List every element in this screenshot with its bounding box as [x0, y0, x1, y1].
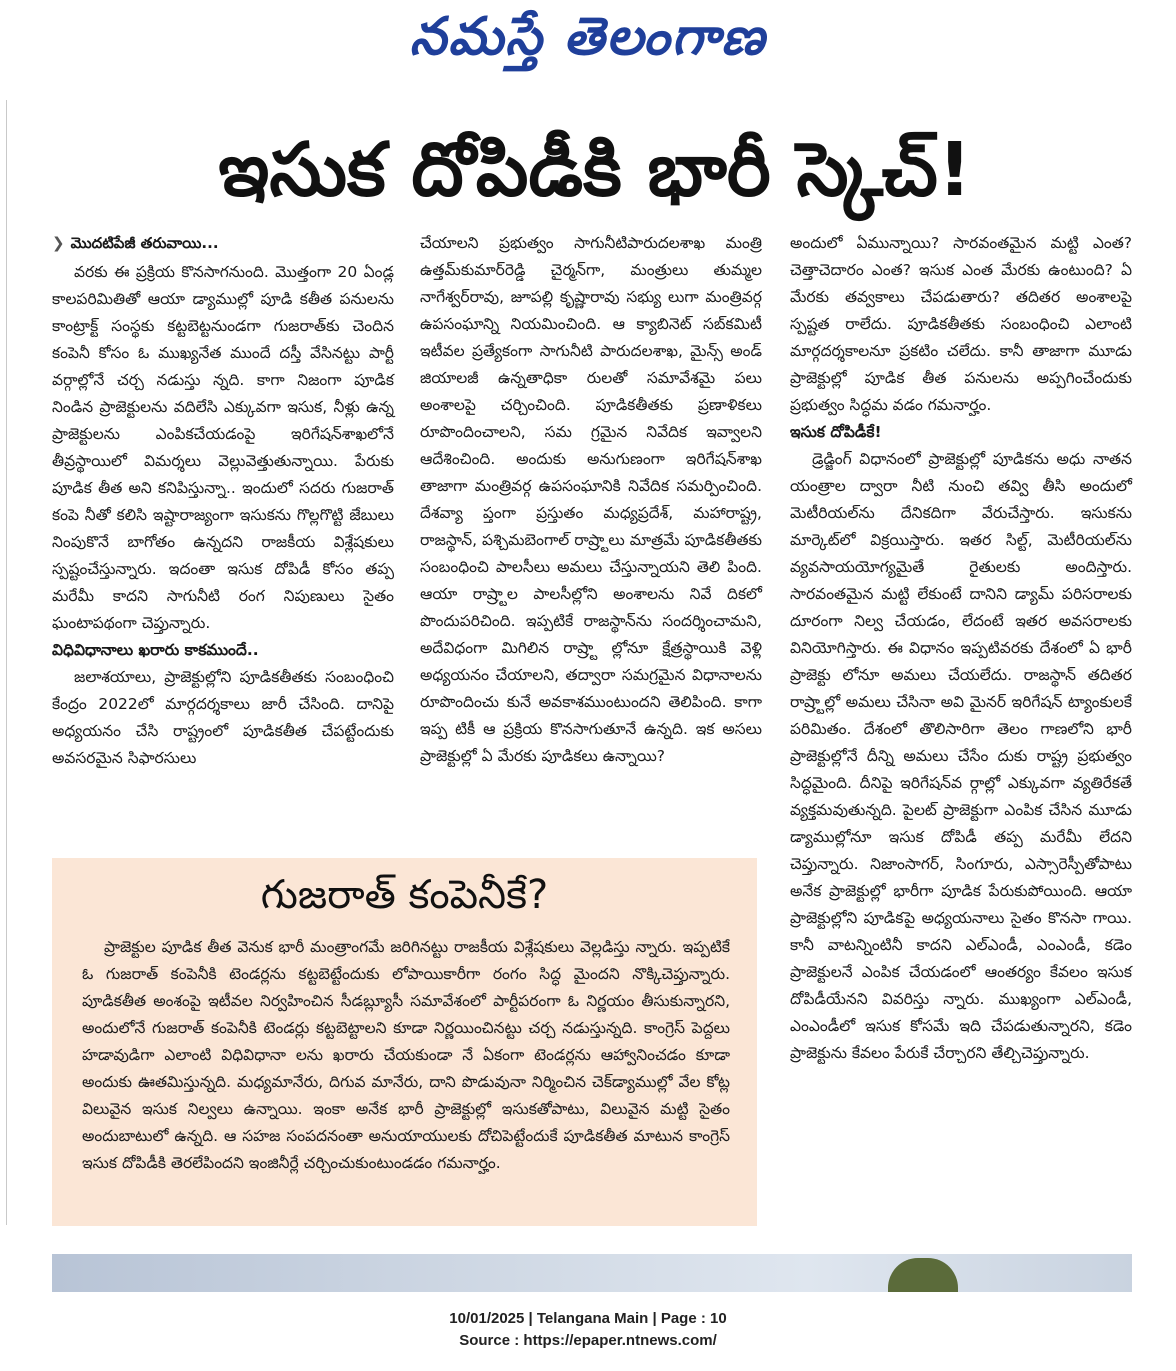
subheading: ఇసుక దోపిడీకే! [790, 423, 882, 441]
paragraph: జలాశయాలు, ప్రాజెక్టుల్లోని పూడికతీతకు సంబంధించి కేంద్రం 2022లో మార్గదర్శకాలు జారీ చేసింది. దానిపై అధ్యయనం చేసి రాష్ట్రంలో పూడికతీత చేపట్టేందుకు అవసరమైన సిఫారసులు [52, 668, 394, 767]
headline: ఇసుక దోపిడీకి భారీ స్కెచ్! [218, 127, 972, 213]
box-body [82, 934, 730, 1177]
box-title: గుజరాత్ కంపెనీకే? [260, 872, 549, 918]
continued-text: మొదటిపేజీ తరువాయి... [70, 234, 219, 252]
article-column-3 [790, 230, 1132, 1067]
newspaper-logo: నమస్తే తెలంగాణ [409, 6, 767, 67]
masthead [0, 0, 1176, 80]
footer-source-line: Source : https://epaper.ntnews.com/ [459, 1332, 717, 1349]
left-divider [6, 100, 7, 1225]
paragraph: డ్రెడ్జింగ్ విధానంలో ప్రాజెక్టుల్లో పూడికను అధు నాతన యంత్రాల ద్వారా నీటి నుంచి తవ్వి తీసి అందులో మెటీరియల్‌ను దేనికదిగా వేరుచేస్తారు. ఇసుకను మార్కెట్‌లో విక్రయిస్తారు. ఇతర సిల్ట్, మెటీరియల్‌ను వ్యవసాయయోగ్యమైతే రైతులకు అందిస్తారు. సారవంతమైన మట్టి లేకుంటే దానిని డ్యామ్ పరిసరాలకు దూరంగా నిల్వ చేయడం, లేదంటే ఇతర అవసరాలకు వినియోగిస్తారు. ఈ విధానం ఇప్పటివరకు దేశంలో ఏ భారీ ప్రాజెక్టు లోనూ అమలు చేయలేదు. రాజస్థాన్ తదితర రాష్ర్టాల్లో అమలు చేసినా అవి మైనర్ ఇరిగేషన్ ట్యాంకులకే పరిమితం. దేశంలో తొలిసారిగా తెలం గాణలోని భారీ ప్రాజెక్టుల్లోనే దీన్ని అమలు చేసేం దుకు రాష్ట్ర ప్రభుత్వం సిద్ధమైంది. దీనిపై ఇరిగేషన్‌వ ర్గాల్లో ఎక్కువగా వ్యతిరేకతే వ్యక్తమవుతున్నది. పైలట్ ప్రాజెక్టుగా ఎంపిక చేసిన మూడు డ్యాముల్లోనూ ఇసుక దోపిడీ తప్ప మరేమీ లేదని చెప్తున్నారు. నిజాంసాగర్, సింగూరు, ఎస్సారెస్పీతోపాటు అనేక ప్రాజెక్టుల్లో భారీగా పూడిక పేరుకుపోయింది. ఆయా ప్రాజెక్టుల్లోని పూడికపై అధ్యయనాలు సైతం కొనసా గాయి. కానీ వాటన్నింటినీ కాదని ఎల్‌ఎండీ, ఎంఎండీ, కడెం ప్రాజెక్టులనే ఎంపిక చేయడంలో ఆంతర్యం కేవలం ఇసుక దోపిడీయేనని వివరిస్తు న్నారు. ముఖ్యంగా ఎల్‌ఎండీ, ఎంఎండీలో ఇసుక కోసమే ఇది చేపడుతున్నారని, కడెం ప్రాజెక్టును కేవలం పేరుకే చేర్చారని తేల్చిచెప్తున్నారు. [790, 450, 1132, 1062]
paragraph: చేయాలని ప్రభుత్వం సాగునీటిపారుదలశాఖ మంత్రి ఉత్తమ్‌కుమార్‌రెడ్డి చైర్మన్‌గా, మంత్రులు తుమ్మల నాగేశ్వర్‌రావు, జూపల్లి కృష్ణారావు సభ్యు లుగా మంత్రివర్గ ఉపసంఘాన్ని నియమించింది. ఆ క్యాబినెట్ సబ్‌కమిటీ ఇటీవల ప్రత్యేకంగా సాగునీటి పారుదలశాఖ, మైన్స్ అండ్ జియాలజీ ఉన్నతాధికా రులతో సమావేశమై పలు అంశాలపై చర్చించింది. పూడికతీతకు ప్రణాళికలు రూపొందించాలని, సమ గ్రమైన నివేదిక ఇవ్వాలని ఆదేశించింది. అందుకు అనుగుణంగా ఇరిగేషన్‌శాఖ తాజాగా మంత్రివర్గ ఉపసంఘానికి నివేదిక సమర్పించింది. దేశవ్యా ప్తంగా ప్రస్తుతం మధ్యప్రదేశ్, మహారాష్ట్ర, రాజస్థాన్, పశ్చిమబెంగాల్ రాష్ర్టాలు మాత్రమే పూడికతీతకు సంబంధించి పాలసీలు అమలు చేస్తున్నాయని తెలి పింది. ఆయా రాష్ర్టాల పాలసీల్లోని అంశాలను నివే దికలో పొందుపరిచింది. ఇప్పటికే రాజస్థాన్‌ను సందర్శించామని, అదేవిధంగా మిగిలిన రాష్ర్టా ల్లోనూ క్షేత్రస్థాయికి వెళ్లి అధ్యయనం చేయాలని, తద్వారా సమగ్రమైన విధానాలను రూపొందించు కునే అవకాశముంటుందని తెలిపింది. కాగా ఇప్ప టికీ ఆ ప్రక్రియ కొనసాగుతూనే ఉన్నది. ఇక అసలు ప్రాజెక్టుల్లో ఏ మేరకు పూడికలు ఉన్నాయి? [420, 234, 762, 765]
continued-label [52, 230, 394, 257]
footer [0, 1308, 1176, 1352]
paragraph: అందులో ఏమున్నాయి? సారవంతమైన మట్టి ఎంత? చెత్తాచెదారం ఎంత? ఇసుక ఎంత మేరకు ఉంటుంది? ఏ మేరకు తవ్వకాలు చేపడుతారు? తదితర అంశాలపై స్పష్టత రాలేదు. పూడికతీతకు సంబంధించి ఎలాంటి మార్గదర్శకాలనూ ప్రకటిం చలేదు. కానీ తాజాగా మూడు ప్రాజెక్టుల్లో పూడిక తీత పనులను అప్పగించేందుకు ప్రభుత్వం సిద్ధమ వడం గమనార్హం. [790, 234, 1132, 414]
article-column-2 [420, 230, 762, 770]
subheading: విధివిధానాలు ఖరారు కాకముందే.. [52, 641, 259, 659]
photo-strip [52, 1254, 1132, 1292]
paragraph: వరకు ఈ ప్రక్రియ కొనసాగనుంది. మొత్తంగా 20 ఏండ్ల కాలపరిమితితో ఆయా డ్యాముల్లో పూడి కతీత పనులను కాంట్రాక్ట్ సంస్థకు కట్టబెట్టనుండగా గుజరాత్‌కు చెందిన కంపెనీ కోసం ఓ ముఖ్యనేత ముందే దస్తీ వేసినట్టు పార్టీ వర్గాల్లోనే చర్చ నడుస్తు న్నది. కాగా నిజంగా పూడిక నిండిన ప్రాజెక్టులను వదిలేసి ఎక్కువగా ఇసుక, నీళ్లు ఉన్న ప్రాజెక్టులను ఎంపికచేయడంపై ఇరిగేషన్‌శాఖలోనే తీవ్రస్థాయిలో విమర్శలు వెల్లువెత్తుతున్నాయి. పేరుకు పూడిక తీత అని కనిపిస్తున్నా.. ఇందులో సదరు గుజరాత్ కంపె నీతో కలిసి ఇష్టారాజ్యంగా ఇసుకను గొల్లగొట్టి జేబులు నింపుకొనే బాగోతం ఉన్నదని రాజకీయ విశ్లేషకులు స్పష్టంచేస్తున్నారు. ఇదంతా ఇసుక దోపిడీ కోసం తప్ప మరేమీ కాదని సాగునీటి రంగ నిపుణులు సైతం ఘంటాపథంగా చెప్తున్నారు. [52, 263, 394, 632]
paragraph: ప్రాజెక్టుల పూడిక తీత వెనుక భారీ మంత్రాంగమే జరిగినట్టు రాజకీయ విశ్లేషకులు వెల్లడిస్తు న్నారు. ఇప్పటికే ఓ గుజరాత్ కంపెనీకి టెండర్లను కట్టబెట్టేందుకు లోపాయికారీగా రంగం సిద్ధ మైందని నొక్కిచెప్తున్నారు. పూడికతీత అంశంపై ఇటీవల నిర్వహించిన సీడబ్ల్యూసీ సమావేశంలో పార్టీపరంగా ఓ నిర్ణయం తీసుకున్నారని, అందులోనే గుజరాత్ కంపెనీకి టెండర్లు కట్టబెట్టాలని కూడా నిర్ణయించినట్టు చర్చ నడుస్తున్నది. కాంగ్రెస్ పెద్దలు హడావుడిగా ఎలాంటి విధివిధానా లను ఖరారు చేయకుండా నే ఏకంగా టెండర్లను ఆహ్వానించడం కూడా అందుకు ఊతమిస్తున్నది. మధ్యమానేరు, దిగువ మానేరు, దాని పొడువునా నిర్మించిన చెక్‌డ్యాముల్లో వేల కోట్ల విలువైన ఇసుక నిల్వలు ఉన్నాయి. ఇంకా అనేక భారీ ప్రాజెక్టుల్లో ఇసుకతోపాటు, విలువైన మట్టి సైతం అందుబాటులో ఉన్నది. ఆ సహజ సంపదనంతా అనుయాయులకు దోచిపెట్టేందుకే పూడికతీత మాటున కాంగ్రెస్ ఇసుక దోపిడీకి తెరలేపిందని ఇంజినీర్లే చర్చించుకుంటుండడం గమనార్హం. [82, 938, 730, 1172]
chevron-right-icon: ❯ [52, 234, 65, 252]
article-column-1 [52, 230, 394, 772]
footer-date-line: 10/01/2025 | Telangana Main | Page : 10 [449, 1310, 727, 1327]
sidebar-box [52, 858, 757, 1226]
